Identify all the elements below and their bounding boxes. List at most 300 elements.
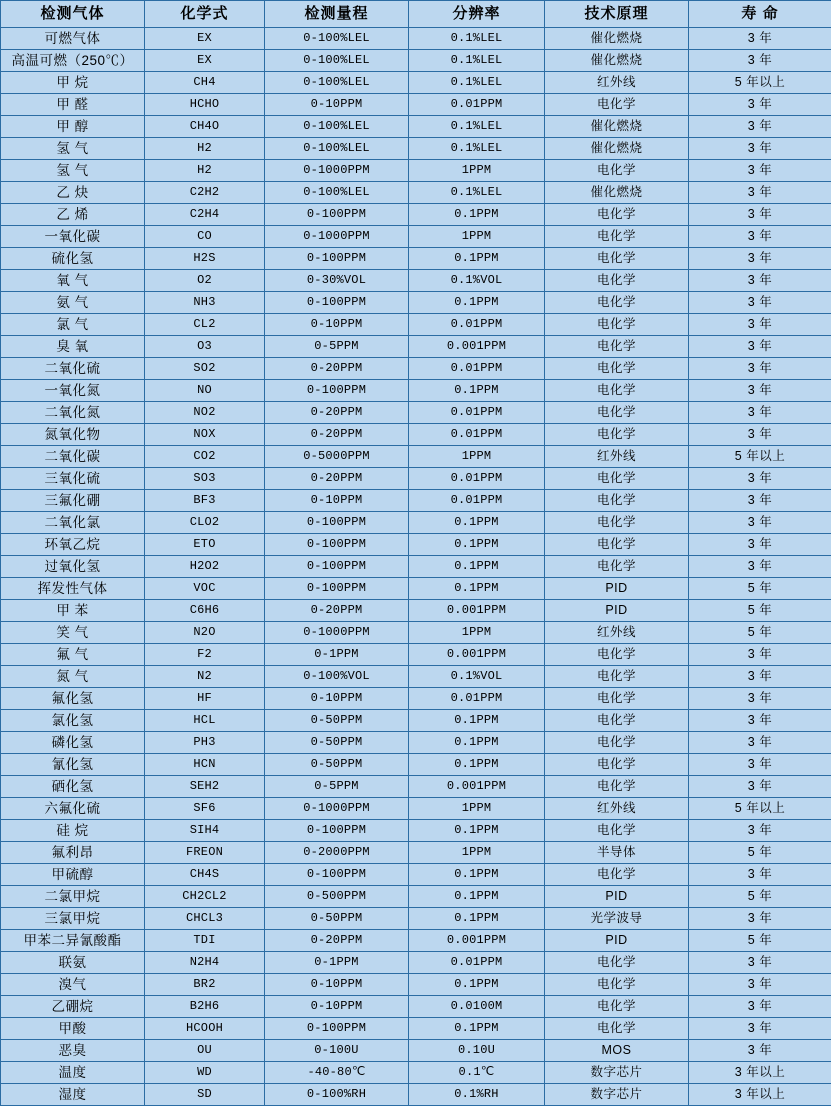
cell-lifespan: 3 年 [689, 644, 831, 666]
table-row [1, 116, 831, 138]
cell-resolution: 0.1℃ [409, 1062, 545, 1084]
cell-resolution: 0.001PPM [409, 644, 545, 666]
cell-gas: 可燃气体 [1, 28, 145, 50]
cell-lifespan: 3 年 [689, 138, 831, 160]
cell-resolution: 0.1%LEL [409, 28, 545, 50]
cell-range: 0-100%LEL [265, 50, 409, 72]
cell-resolution: 0.1%LEL [409, 116, 545, 138]
cell-resolution: 0.1PPM [409, 754, 545, 776]
table-row [1, 512, 831, 534]
cell-resolution: 0.10U [409, 1040, 545, 1062]
table-row [1, 864, 831, 886]
table-row [1, 1018, 831, 1040]
cell-formula: HCL [145, 710, 265, 732]
cell-gas: 硫化氢 [1, 248, 145, 270]
cell-principle: 电化学 [545, 666, 689, 688]
cell-range: 0-20PPM [265, 930, 409, 952]
cell-formula: HCN [145, 754, 265, 776]
cell-gas: 三氯甲烷 [1, 908, 145, 930]
cell-lifespan: 3 年 [689, 402, 831, 424]
cell-principle: 红外线 [545, 446, 689, 468]
cell-resolution: 0.01PPM [409, 688, 545, 710]
cell-gas: 环氧乙烷 [1, 534, 145, 556]
cell-resolution: 0.1%LEL [409, 182, 545, 204]
cell-formula: C6H6 [145, 600, 265, 622]
cell-principle: 电化学 [545, 270, 689, 292]
cell-range: 0-50PPM [265, 710, 409, 732]
cell-lifespan: 3 年 [689, 204, 831, 226]
cell-lifespan: 3 年 [689, 666, 831, 688]
cell-lifespan: 3 年 [689, 490, 831, 512]
cell-formula: BR2 [145, 974, 265, 996]
cell-lifespan: 5 年 [689, 886, 831, 908]
cell-lifespan: 3 年 [689, 226, 831, 248]
table-row [1, 908, 831, 930]
cell-gas: 氢 气 [1, 138, 145, 160]
table-row [1, 820, 831, 842]
cell-formula: NO2 [145, 402, 265, 424]
cell-gas: 乙硼烷 [1, 996, 145, 1018]
cell-lifespan: 3 年 [689, 314, 831, 336]
table-row [1, 666, 831, 688]
header-row [1, 1, 831, 28]
cell-resolution: 0.1PPM [409, 1018, 545, 1040]
cell-range: 0-20PPM [265, 402, 409, 424]
cell-principle: 电化学 [545, 314, 689, 336]
cell-formula: CH4S [145, 864, 265, 886]
cell-gas: 联氨 [1, 952, 145, 974]
cell-range: 0-30%VOL [265, 270, 409, 292]
cell-principle: 电化学 [545, 424, 689, 446]
cell-formula: SD [145, 1084, 265, 1106]
cell-gas: 甲 烷 [1, 72, 145, 94]
cell-formula: PH3 [145, 732, 265, 754]
cell-gas: 氟 气 [1, 644, 145, 666]
cell-range: 0-1000PPM [265, 160, 409, 182]
cell-lifespan: 3 年 [689, 864, 831, 886]
cell-lifespan: 3 年 [689, 424, 831, 446]
cell-range: 0-10PPM [265, 314, 409, 336]
column-header-gas: 检测气体 [1, 1, 145, 28]
table-row [1, 248, 831, 270]
cell-gas: 硅 烷 [1, 820, 145, 842]
table-row [1, 226, 831, 248]
cell-lifespan: 3 年以上 [689, 1084, 831, 1106]
table-row [1, 94, 831, 116]
cell-formula: EX [145, 28, 265, 50]
cell-resolution: 0.1PPM [409, 248, 545, 270]
cell-resolution: 0.001PPM [409, 930, 545, 952]
cell-lifespan: 3 年 [689, 996, 831, 1018]
cell-range: 0-20PPM [265, 424, 409, 446]
cell-resolution: 0.1%LEL [409, 72, 545, 94]
table-row [1, 1062, 831, 1084]
cell-formula: SO2 [145, 358, 265, 380]
cell-gas: 甲 醛 [1, 94, 145, 116]
cell-lifespan: 3 年 [689, 50, 831, 72]
cell-range: 0-100%LEL [265, 72, 409, 94]
cell-formula: CHCL3 [145, 908, 265, 930]
table-row [1, 776, 831, 798]
table-row [1, 138, 831, 160]
cell-gas: 氟化氢 [1, 688, 145, 710]
cell-principle: 催化燃烧 [545, 28, 689, 50]
table-row [1, 50, 831, 72]
table-row [1, 556, 831, 578]
table-row [1, 358, 831, 380]
table-row [1, 1040, 831, 1062]
table-row [1, 534, 831, 556]
cell-range: 0-20PPM [265, 358, 409, 380]
cell-resolution: 1PPM [409, 622, 545, 644]
table-row [1, 490, 831, 512]
cell-lifespan: 3 年 [689, 710, 831, 732]
cell-principle: 电化学 [545, 864, 689, 886]
cell-resolution: 0.01PPM [409, 358, 545, 380]
cell-principle: MOS [545, 1040, 689, 1062]
cell-formula: B2H6 [145, 996, 265, 1018]
cell-formula: C2H4 [145, 204, 265, 226]
cell-resolution: 0.01PPM [409, 314, 545, 336]
column-header-range: 检测量程 [265, 1, 409, 28]
cell-range: 0-500PPM [265, 886, 409, 908]
cell-principle: 电化学 [545, 776, 689, 798]
cell-principle: 电化学 [545, 248, 689, 270]
cell-principle: 红外线 [545, 798, 689, 820]
cell-lifespan: 3 年 [689, 468, 831, 490]
cell-range: 0-100PPM [265, 292, 409, 314]
cell-gas: 二氯甲烷 [1, 886, 145, 908]
cell-gas: 一氧化氮 [1, 380, 145, 402]
cell-lifespan: 3 年 [689, 732, 831, 754]
cell-formula: H2S [145, 248, 265, 270]
cell-lifespan: 3 年 [689, 688, 831, 710]
cell-principle: 电化学 [545, 974, 689, 996]
cell-principle: 电化学 [545, 556, 689, 578]
cell-gas: 甲 醇 [1, 116, 145, 138]
cell-resolution: 0.1PPM [409, 820, 545, 842]
cell-resolution: 0.1PPM [409, 864, 545, 886]
cell-principle: 电化学 [545, 710, 689, 732]
cell-range: 0-100PPM [265, 864, 409, 886]
table-row [1, 292, 831, 314]
cell-range: 0-5PPM [265, 776, 409, 798]
cell-resolution: 0.1PPM [409, 578, 545, 600]
cell-lifespan: 5 年以上 [689, 72, 831, 94]
cell-formula: TDI [145, 930, 265, 952]
table-row [1, 72, 831, 94]
cell-lifespan: 5 年以上 [689, 446, 831, 468]
cell-gas: 乙 炔 [1, 182, 145, 204]
cell-lifespan: 5 年 [689, 842, 831, 864]
cell-gas: 氟利昂 [1, 842, 145, 864]
cell-range: 0-1000PPM [265, 798, 409, 820]
cell-principle: 数字芯片 [545, 1062, 689, 1084]
cell-principle: 电化学 [545, 534, 689, 556]
cell-principle: 电化学 [545, 380, 689, 402]
cell-formula: C2H2 [145, 182, 265, 204]
column-header-principle: 技术原理 [545, 1, 689, 28]
table-row [1, 952, 831, 974]
cell-range: 0-100PPM [265, 380, 409, 402]
cell-lifespan: 3 年 [689, 974, 831, 996]
cell-lifespan: 5 年以上 [689, 798, 831, 820]
cell-principle: PID [545, 886, 689, 908]
cell-formula: N2 [145, 666, 265, 688]
cell-formula: NO [145, 380, 265, 402]
cell-principle: 催化燃烧 [545, 116, 689, 138]
cell-formula: SF6 [145, 798, 265, 820]
cell-principle: 电化学 [545, 292, 689, 314]
cell-range: 0-100%LEL [265, 138, 409, 160]
cell-lifespan: 3 年 [689, 182, 831, 204]
cell-gas: 笑 气 [1, 622, 145, 644]
cell-gas: 湿度 [1, 1084, 145, 1106]
cell-resolution: 1PPM [409, 446, 545, 468]
cell-lifespan: 3 年 [689, 358, 831, 380]
cell-formula: CH2CL2 [145, 886, 265, 908]
cell-resolution: 0.01PPM [409, 490, 545, 512]
cell-resolution: 0.01PPM [409, 468, 545, 490]
cell-resolution: 0.01PPM [409, 952, 545, 974]
cell-range: 0-10PPM [265, 490, 409, 512]
cell-resolution: 0.001PPM [409, 600, 545, 622]
cell-range: 0-20PPM [265, 468, 409, 490]
cell-gas: 硒化氢 [1, 776, 145, 798]
table-row [1, 446, 831, 468]
cell-range: 0-10PPM [265, 974, 409, 996]
cell-range: 0-100PPM [265, 204, 409, 226]
cell-formula: HF [145, 688, 265, 710]
cell-principle: 电化学 [545, 996, 689, 1018]
cell-range: 0-1000PPM [265, 622, 409, 644]
cell-range: 0-100PPM [265, 248, 409, 270]
cell-range: 0-1PPM [265, 644, 409, 666]
cell-lifespan: 3 年 [689, 380, 831, 402]
cell-principle: PID [545, 578, 689, 600]
cell-range: 0-100U [265, 1040, 409, 1062]
cell-principle: 光学波导 [545, 908, 689, 930]
table-row [1, 204, 831, 226]
table-row [1, 600, 831, 622]
cell-formula: H2 [145, 160, 265, 182]
cell-formula: OU [145, 1040, 265, 1062]
cell-principle: 数字芯片 [545, 1084, 689, 1106]
cell-range: 0-100%LEL [265, 182, 409, 204]
table-row [1, 578, 831, 600]
cell-principle: 电化学 [545, 644, 689, 666]
cell-gas: 二氧化氯 [1, 512, 145, 534]
cell-principle: 电化学 [545, 952, 689, 974]
cell-formula: H2 [145, 138, 265, 160]
cell-formula: CH4O [145, 116, 265, 138]
table-row [1, 160, 831, 182]
cell-resolution: 0.1PPM [409, 974, 545, 996]
cell-gas: 氧 气 [1, 270, 145, 292]
table-row [1, 886, 831, 908]
cell-resolution: 0.001PPM [409, 776, 545, 798]
cell-principle: 电化学 [545, 732, 689, 754]
cell-formula: CO2 [145, 446, 265, 468]
cell-principle: 催化燃烧 [545, 138, 689, 160]
table-row [1, 336, 831, 358]
cell-principle: 电化学 [545, 490, 689, 512]
cell-gas: 乙 烯 [1, 204, 145, 226]
table-row [1, 622, 831, 644]
column-header-lifespan: 寿 命 [689, 1, 831, 28]
cell-principle: 电化学 [545, 1018, 689, 1040]
cell-principle: 电化学 [545, 820, 689, 842]
cell-gas: 氰化氢 [1, 754, 145, 776]
cell-gas: 甲硫醇 [1, 864, 145, 886]
table-row [1, 996, 831, 1018]
cell-gas: 臭 氧 [1, 336, 145, 358]
cell-lifespan: 3 年 [689, 512, 831, 534]
table-header [1, 1, 831, 28]
cell-gas: 六氟化硫 [1, 798, 145, 820]
cell-range: 0-100PPM [265, 556, 409, 578]
cell-formula: SIH4 [145, 820, 265, 842]
cell-lifespan: 3 年 [689, 116, 831, 138]
cell-principle: PID [545, 930, 689, 952]
cell-resolution: 1PPM [409, 226, 545, 248]
cell-resolution: 0.1%VOL [409, 270, 545, 292]
cell-formula: H2O2 [145, 556, 265, 578]
cell-resolution: 0.1PPM [409, 886, 545, 908]
cell-resolution: 0.1PPM [409, 204, 545, 226]
cell-range: 0-100%LEL [265, 28, 409, 50]
cell-range: 0-50PPM [265, 908, 409, 930]
cell-resolution: 0.1PPM [409, 710, 545, 732]
cell-principle: 电化学 [545, 336, 689, 358]
cell-gas: 氮 气 [1, 666, 145, 688]
column-header-resolution: 分辨率 [409, 1, 545, 28]
cell-gas: 三氟化硼 [1, 490, 145, 512]
table-row [1, 424, 831, 446]
cell-lifespan: 3 年 [689, 28, 831, 50]
cell-range: -40-80℃ [265, 1062, 409, 1084]
cell-range: 0-100PPM [265, 820, 409, 842]
cell-range: 0-10PPM [265, 996, 409, 1018]
cell-gas: 氮氧化物 [1, 424, 145, 446]
cell-gas: 甲 苯 [1, 600, 145, 622]
cell-resolution: 0.01PPM [409, 424, 545, 446]
cell-lifespan: 3 年 [689, 952, 831, 974]
cell-formula: SEH2 [145, 776, 265, 798]
cell-lifespan: 3 年 [689, 908, 831, 930]
cell-formula: O3 [145, 336, 265, 358]
cell-gas: 高温可燃（250℃） [1, 50, 145, 72]
table-row [1, 468, 831, 490]
cell-resolution: 0.001PPM [409, 336, 545, 358]
cell-gas: 一氧化碳 [1, 226, 145, 248]
cell-resolution: 0.1%VOL [409, 666, 545, 688]
cell-range: 0-5000PPM [265, 446, 409, 468]
cell-formula: NH3 [145, 292, 265, 314]
cell-range: 0-100PPM [265, 534, 409, 556]
cell-principle: 电化学 [545, 754, 689, 776]
cell-formula: ETO [145, 534, 265, 556]
cell-gas: 氯化氢 [1, 710, 145, 732]
cell-gas: 甲苯二异氰酸酯 [1, 930, 145, 952]
cell-resolution: 0.0100M [409, 996, 545, 1018]
table-row [1, 402, 831, 424]
cell-resolution: 0.1PPM [409, 512, 545, 534]
cell-principle: 电化学 [545, 160, 689, 182]
cell-resolution: 0.1PPM [409, 556, 545, 578]
cell-formula: CH4 [145, 72, 265, 94]
table-row [1, 270, 831, 292]
cell-resolution: 0.1PPM [409, 292, 545, 314]
cell-gas: 温度 [1, 1062, 145, 1084]
cell-formula: F2 [145, 644, 265, 666]
column-header-formula: 化学式 [145, 1, 265, 28]
cell-resolution: 0.1PPM [409, 908, 545, 930]
cell-range: 0-10PPM [265, 94, 409, 116]
cell-formula: N2O [145, 622, 265, 644]
cell-resolution: 0.1%LEL [409, 138, 545, 160]
table-row [1, 798, 831, 820]
cell-lifespan: 5 年 [689, 578, 831, 600]
cell-range: 0-100PPM [265, 578, 409, 600]
cell-principle: 红外线 [545, 622, 689, 644]
cell-formula: HCOOH [145, 1018, 265, 1040]
cell-range: 0-100%VOL [265, 666, 409, 688]
table-row [1, 380, 831, 402]
cell-principle: 电化学 [545, 94, 689, 116]
cell-formula: BF3 [145, 490, 265, 512]
cell-lifespan: 3 年 [689, 556, 831, 578]
cell-resolution: 1PPM [409, 160, 545, 182]
table-row [1, 754, 831, 776]
cell-gas: 挥发性气体 [1, 578, 145, 600]
cell-resolution: 1PPM [409, 842, 545, 864]
cell-formula: CL2 [145, 314, 265, 336]
cell-gas: 二氧化碳 [1, 446, 145, 468]
table-row [1, 974, 831, 996]
cell-lifespan: 3 年 [689, 292, 831, 314]
cell-lifespan: 3 年 [689, 336, 831, 358]
cell-formula: VOC [145, 578, 265, 600]
cell-lifespan: 3 年 [689, 270, 831, 292]
table-row [1, 930, 831, 952]
cell-principle: 电化学 [545, 204, 689, 226]
cell-gas: 甲酸 [1, 1018, 145, 1040]
cell-principle: 催化燃烧 [545, 50, 689, 72]
cell-resolution: 0.01PPM [409, 94, 545, 116]
cell-resolution: 0.1PPM [409, 380, 545, 402]
cell-resolution: 1PPM [409, 798, 545, 820]
table-row [1, 314, 831, 336]
cell-range: 0-50PPM [265, 754, 409, 776]
cell-principle: 催化燃烧 [545, 182, 689, 204]
cell-resolution: 0.1PPM [409, 732, 545, 754]
cell-formula: O2 [145, 270, 265, 292]
cell-lifespan: 3 年以上 [689, 1062, 831, 1084]
table-row [1, 28, 831, 50]
cell-range: 0-50PPM [265, 732, 409, 754]
cell-formula: HCHO [145, 94, 265, 116]
cell-gas: 磷化氢 [1, 732, 145, 754]
cell-principle: 红外线 [545, 72, 689, 94]
table-row [1, 710, 831, 732]
cell-principle: 半导体 [545, 842, 689, 864]
cell-lifespan: 3 年 [689, 248, 831, 270]
cell-gas: 氢 气 [1, 160, 145, 182]
cell-range: 0-5PPM [265, 336, 409, 358]
cell-range: 0-100%RH [265, 1084, 409, 1106]
cell-principle: 电化学 [545, 226, 689, 248]
